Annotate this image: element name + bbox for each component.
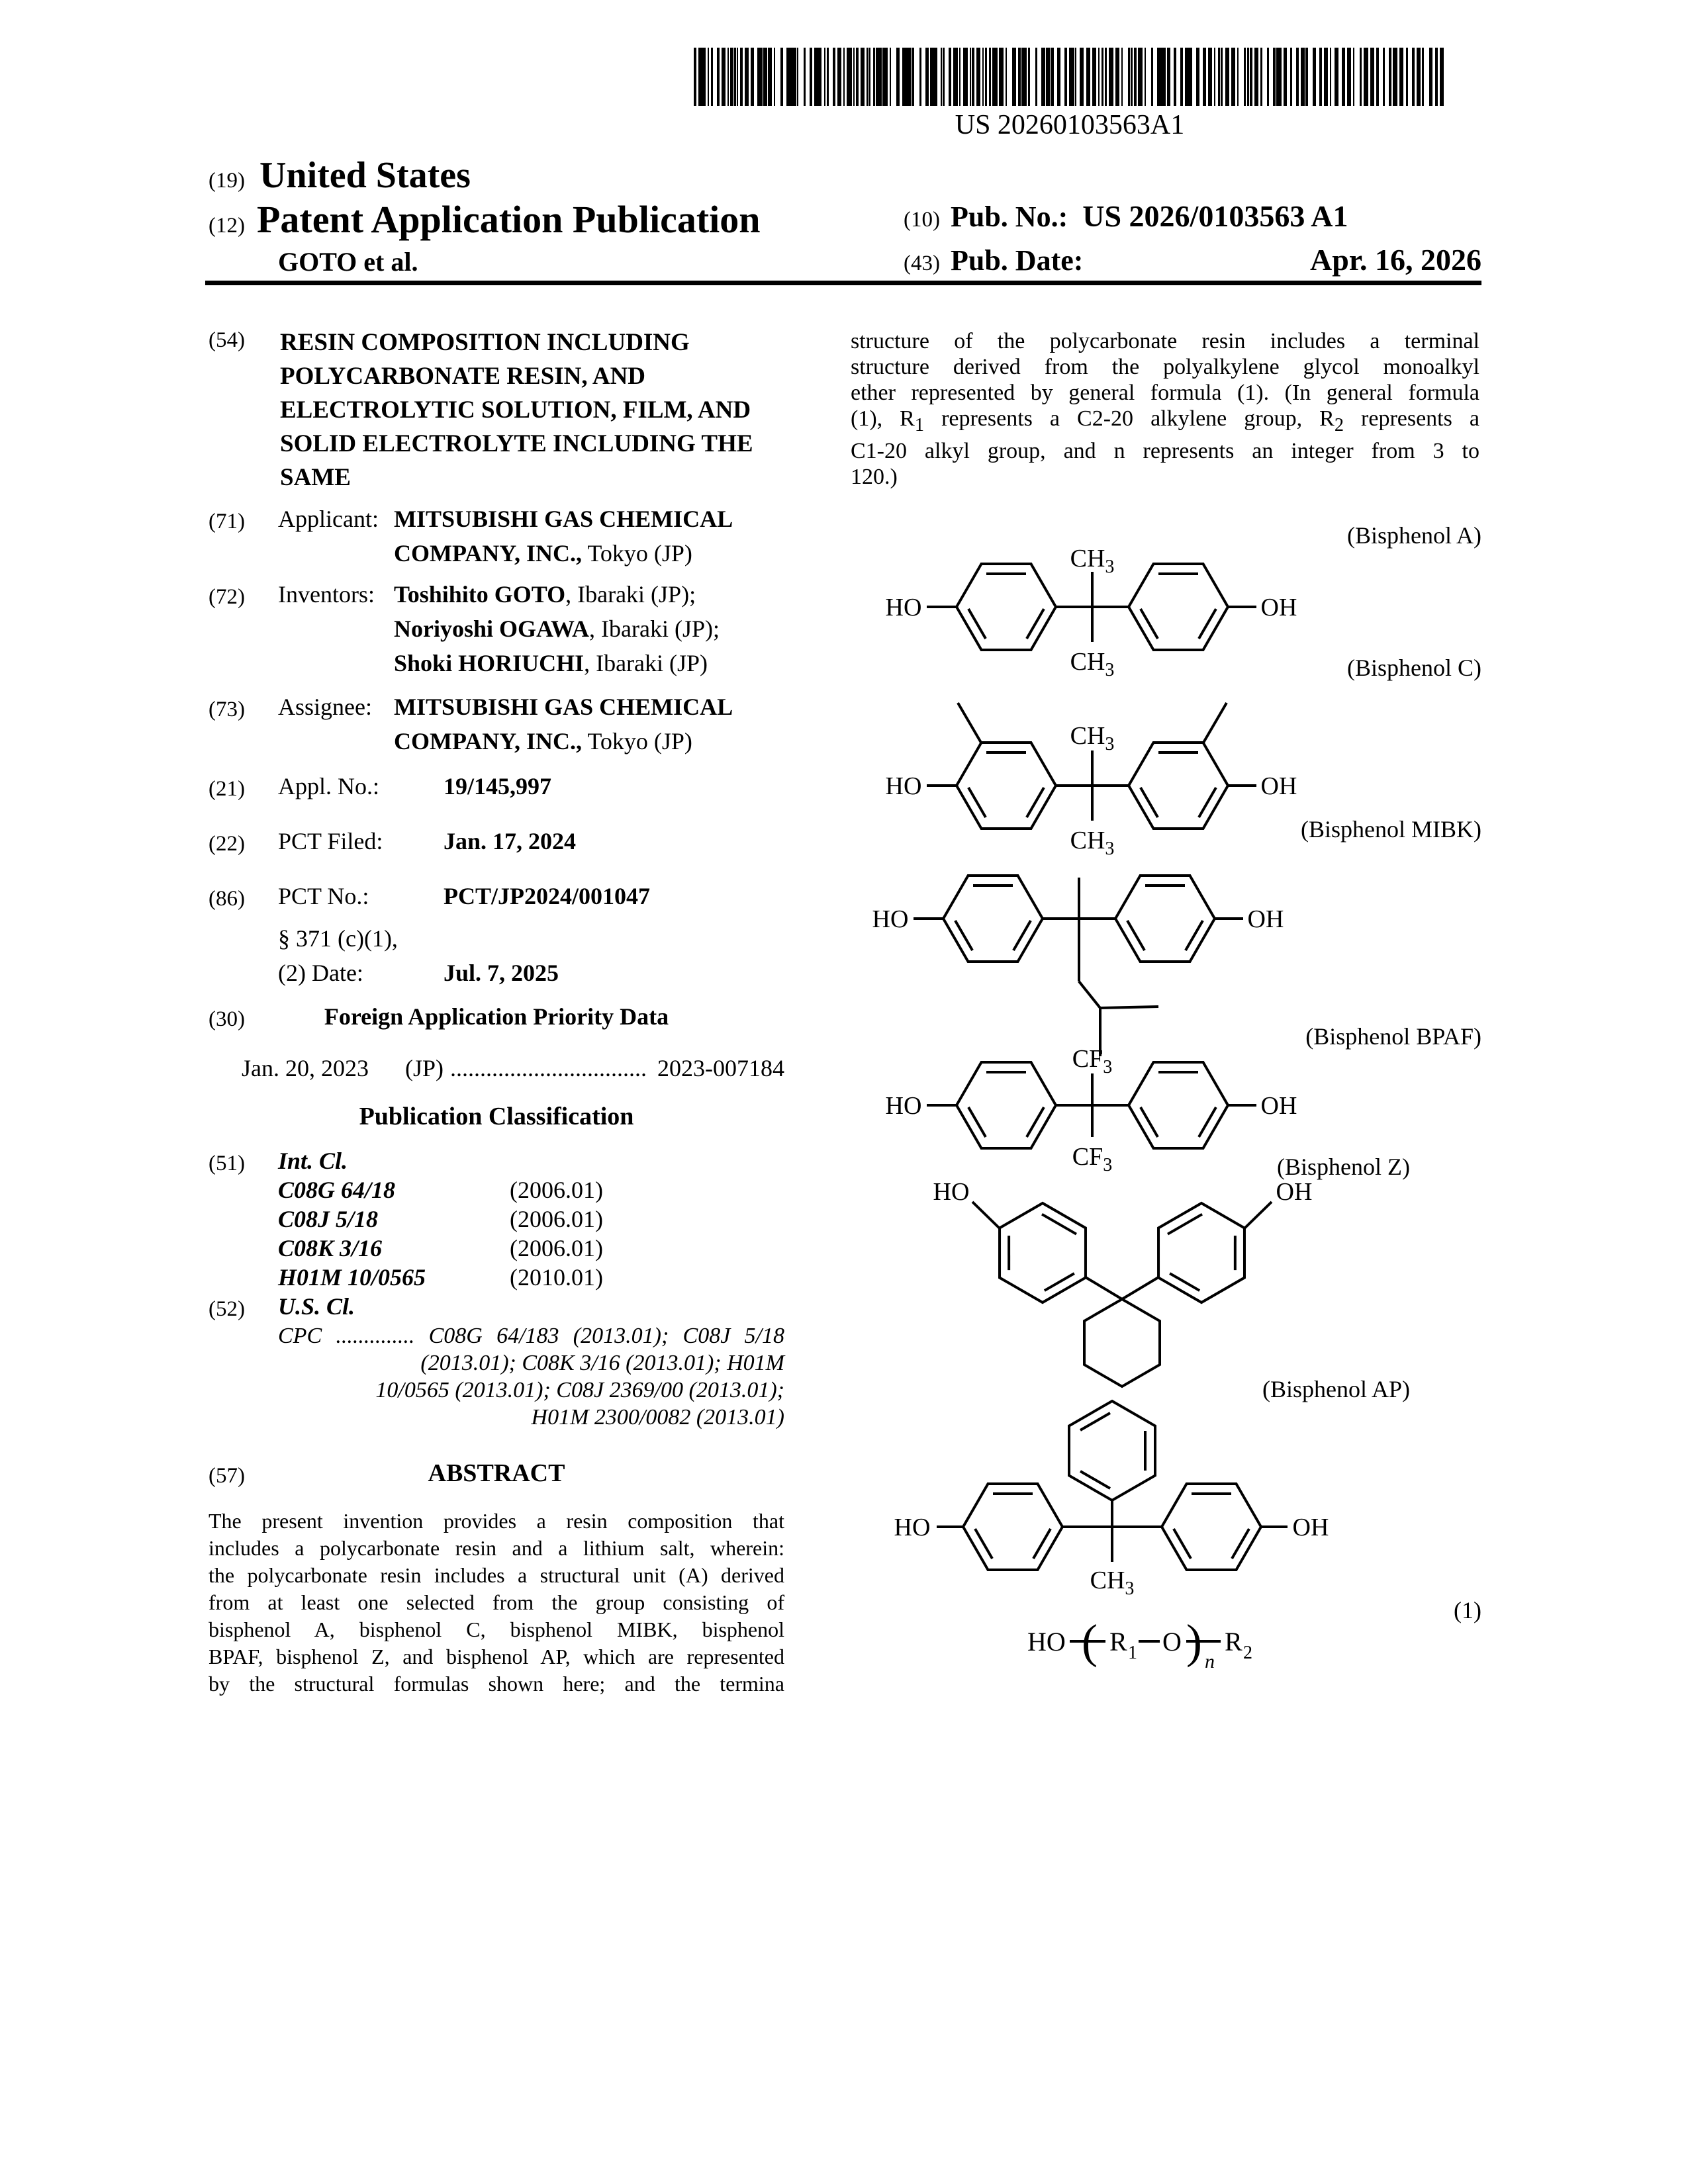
pub-date-label: Pub. Date: xyxy=(950,244,1084,277)
uscl-label: U.S. Cl. xyxy=(278,1293,355,1320)
applicant-label: Applicant: xyxy=(278,506,379,532)
pub-class-heading: Publication Classification xyxy=(359,1103,634,1130)
inventors-label: Inventors: xyxy=(278,581,375,608)
formula-o: O xyxy=(1162,1627,1182,1657)
priority-data-row xyxy=(209,1051,784,1085)
invention-title xyxy=(280,326,784,494)
formula-n-sub: n xyxy=(1205,1651,1215,1672)
pub-no-label: Pub. No.: xyxy=(950,201,1068,233)
para-line: C1-20 alkyl group, and n represents an integer from 3 to xyxy=(851,438,1479,463)
abstract-text xyxy=(209,1508,784,1698)
abstract-line: includes a polycarbonate resin and a lithium salt, wherein: xyxy=(209,1536,784,1560)
formula-close-paren: ) xyxy=(1186,1615,1202,1668)
inventor-line: Noriyoshi OGAWA, Ibaraki (JP); xyxy=(394,615,720,642)
formula-r2: R xyxy=(1225,1627,1243,1657)
code-12: (12) xyxy=(209,214,245,238)
formula-open-paren: ( xyxy=(1082,1615,1098,1668)
methyl-label: $CH_3$ xyxy=(1070,648,1115,680)
assignee-label: Assignee: xyxy=(278,694,372,720)
cpc-line: (2013.01); C08K 3/16 (2013.01); H01M xyxy=(420,1351,784,1375)
hydroxyl-label: HO xyxy=(872,905,909,933)
label-bisphenol-ap: (Bisphenol AP) xyxy=(1262,1376,1410,1402)
structure-bisphenol-ap xyxy=(880,1385,1344,1603)
hydroxyl-label: OH xyxy=(1276,1178,1313,1206)
label-bisphenol-mibk: (Bisphenol MIBK) xyxy=(1301,816,1481,842)
header-divider xyxy=(205,281,1481,285)
trifluoromethyl-label: $CF_3$ xyxy=(1072,1143,1113,1175)
applicant-line1: MITSUBISHI GAS CHEMICAL xyxy=(394,506,733,532)
applicant-value xyxy=(394,502,784,570)
para-line-r1r2: (1), $R_1$ represents a C2-20 alkylene group, $R_2$ represents a xyxy=(851,406,1479,435)
methyl-label: $CH_3$ xyxy=(1070,827,1115,859)
formula-r1-sub: 1 xyxy=(1128,1643,1137,1663)
applicant-section xyxy=(209,502,784,570)
abstract-line: BPAF, bisphenol Z, and bisphenol AP, which are represented xyxy=(209,1645,784,1668)
pub-date-value: Apr. 16, 2026 xyxy=(1310,243,1481,277)
pct-no-label: PCT No.: xyxy=(278,883,369,909)
hydroxyl-label: OH xyxy=(1292,1514,1329,1541)
hydroxyl-label: HO xyxy=(885,1092,922,1120)
appl-no-label: Appl. No.: xyxy=(278,773,379,799)
hydroxyl-label: HO xyxy=(894,1514,931,1541)
label-formula-1: (1) xyxy=(1454,1597,1481,1623)
structure-bisphenol-c xyxy=(880,670,1304,868)
priority-date: Jan. 20, 2023 xyxy=(242,1055,369,1081)
title-line: ELECTROLYTIC SOLUTION, FILM, AND xyxy=(280,396,751,424)
structure-bisphenol-a xyxy=(880,537,1304,680)
patent-front-page: US 20260103563A1 (19) United States (12) Patent Application Publication GOTO et al. (10) Pub. No.: US 2026/0103563 A1 (43) Pub. Date: Apr. 16, 2026 (54) RESIN COMPOSITION INCLUDING POLYCARBONATE RESIN, AND ELECTROLYTIC SOLUTION, FILM, AND SOLID ELECTROLYTE INCLUDING THE SAME (71) Applicant: MITSUBISHI GAS CHEMICAL COMPANY, INC., Tokyo (JP) (72) Inventors: Toshihito GOTO, Ibaraki (JP); Noriyoshi OGAWA, Ibaraki (JP); Shoki HORIUCHI, Ibaraki (JP) (73) Assignee: MITSUBISHI GAS CHEMICAL COMPANY, INC., Tokyo (JP) (21) Appl. No.: 19/145,997 (22) PCT Filed: Jan. 17, 2024 (86) PCT No.: PCT/JP2024/001047 § 371 (c)(1), (2) Date: Jul. 7, 2025 (30) Foreign Application Priority Data Jan. 20, 2023 (JP) ................................. 2023-007184 Publication Classification (51) Int. Cl. C08G 64/18 (2006.01) C08J 5/18 (2006.01) C08K 3/16 (2006.01) H01M 10/0565 (2010.01) (52) U.S. Cl. CPC .............. C08G 64/183 (2013.01); C08J 5/18 (2013.01); C08K 3/16 (2013.01); H01M 10/0565 (2013.01); C08J 2369/00 (2013.01); H01M 2300/0082 (2013.01) (57) ABSTRACT The present invention provides a resin composition that includes a polycarbonate resin and a lithium salt, wherein: the polycarbonate resin includes a structural unit (A) derived from at least one selected from the group consisting of bisphenol A, bisphenol C, bisphenol MIBK, bisphenol BPAF, bisphenol Z, and bisphenol AP, which are represented by the structural formulas shown here; and the termina structure of the polycarbonate resin includes a terminal structure derived from the polyalkylene glycol monoalkyl ether represented by general formula (1). (In general formula (1), $R_1$ represents a C2-20 alkylene group, $R_2$ represents a C1-20 alkyl group, and n represents an integer from 3 to 120.) (Bisphenol A) (Bisphenol C) (Bisphenol MIBK) (Bisphenol BPAF) (Bisphenol Z) (Bisphenol AP) (1) HO $CH_3$ $CH_3$ OH HO $CH_3$ $CH_3$ OH HO OH HO $CF_3$ $CF_3$ OH HO OH HO OH $CH_3$ HO ( R 1 O ) n R 2 xyxy=(0,0,1688,2184)
structure-bisphenol-mibk xyxy=(867,846,1304,1064)
priority-section xyxy=(209,999,784,1034)
para-line: ether represented by general formula (1). (In general formula xyxy=(851,381,1479,405)
pub-no-value: US 2026/0103563 A1 xyxy=(1082,199,1348,233)
hydroxyl-label: HO xyxy=(933,1178,970,1206)
hydroxyl-label: HO xyxy=(885,772,922,800)
abstract-line: by the structural formulas shown here; and the termina xyxy=(209,1672,784,1696)
barcode-text: US 20260103563A1 xyxy=(955,110,1185,140)
doc-type: Patent Application Publication xyxy=(256,198,761,241)
abstract-line: from at least one selected from the group consisting of xyxy=(209,1590,784,1614)
formula-r1: R xyxy=(1109,1627,1127,1657)
header-doctype-row xyxy=(209,197,761,242)
right-paragraph xyxy=(851,328,1479,490)
code-52: (52) xyxy=(209,1297,245,1321)
title-line: SAME xyxy=(280,464,351,491)
abstract-line: the polycarbonate resin includes a structural unit (A) derived xyxy=(209,1563,784,1587)
trifluoromethyl-label: $CF_3$ xyxy=(1072,1045,1113,1077)
intcl-label: Int. Cl. xyxy=(278,1148,348,1174)
code-54: (54) xyxy=(209,328,245,352)
sec371-date-value: Jul. 7, 2025 xyxy=(444,960,559,986)
label-bisphenol-a: (Bisphenol A) xyxy=(1347,522,1481,549)
cpc-line: H01M 2300/0082 (2013.01) xyxy=(531,1405,784,1430)
code-30: (30) xyxy=(209,1007,245,1031)
cpc-line: 10/0565 (2013.01); C08J 2369/00 (2013.01); xyxy=(375,1378,784,1402)
hydroxyl-label: HO xyxy=(885,594,922,621)
applicant-line2: COMPANY, INC., Tokyo (JP) xyxy=(394,540,692,567)
assignee-line1: MITSUBISHI GAS CHEMICAL xyxy=(394,694,733,720)
hydroxyl-label: OH xyxy=(1247,905,1284,933)
label-bisphenol-bpaf: (Bisphenol BPAF) xyxy=(1305,1023,1481,1050)
para-line: structure of the polycarbonate resin includes a terminal xyxy=(851,329,1479,353)
structure-bisphenol-bpaf xyxy=(880,1032,1304,1181)
code-21: (21) xyxy=(209,777,245,801)
hydroxyl-label: OH xyxy=(1260,594,1297,621)
header-country-row xyxy=(209,154,471,197)
sec371-line1: § 371 (c)(1), xyxy=(278,925,398,952)
label-bisphenol-z: (Bisphenol Z) xyxy=(1277,1154,1410,1180)
hydroxyl-label: OH xyxy=(1260,1092,1297,1120)
title-section xyxy=(209,326,784,494)
code-72: (72) xyxy=(209,585,245,609)
inventors-list xyxy=(394,577,784,680)
hydroxyl-label: OH xyxy=(1260,772,1297,800)
code-10: (10) xyxy=(904,208,940,232)
abstract-section-head xyxy=(209,1456,784,1490)
pub-date-row xyxy=(904,242,1481,277)
code-71: (71) xyxy=(209,510,245,533)
priority-leader: ................................. xyxy=(450,1055,647,1081)
abstract-heading: ABSTRACT xyxy=(428,1459,565,1487)
structure-bisphenol-z xyxy=(923,1170,1347,1395)
methyl-label: $CH_3$ xyxy=(1090,1567,1135,1599)
barcode-image xyxy=(694,48,1446,106)
assignee-value xyxy=(394,690,784,758)
methyl-label: $CH_3$ xyxy=(1070,722,1115,754)
authors: GOTO et al. xyxy=(278,247,418,277)
country-name: United States xyxy=(259,155,471,196)
title-line: POLYCARBONATE RESIN, AND xyxy=(280,363,646,390)
cyclohexane-ring xyxy=(1084,1299,1160,1387)
code-43: (43) xyxy=(904,251,940,275)
pct-filed-label: PCT Filed: xyxy=(278,828,383,854)
code-51: (51) xyxy=(209,1152,245,1175)
code-19: (19) xyxy=(209,169,245,193)
methyl-label: $CH_3$ xyxy=(1070,545,1115,577)
code-86: (86) xyxy=(209,887,245,911)
formula-1 xyxy=(1027,1615,1345,1681)
label-bisphenol-c: (Bisphenol C) xyxy=(1347,655,1481,681)
title-line: RESIN COMPOSITION INCLUDING xyxy=(280,329,690,356)
formula-ho: HO xyxy=(1027,1627,1066,1657)
code-73: (73) xyxy=(209,698,245,721)
title-line: SOLID ELECTROLYTE INCLUDING THE xyxy=(280,430,753,457)
assignee-section xyxy=(209,690,784,758)
priority-number: 2023-007184 xyxy=(657,1055,784,1081)
pub-no-row xyxy=(904,199,1481,234)
formula-r2-sub: 2 xyxy=(1243,1643,1252,1663)
abstract-line: bisphenol A, bisphenol C, bisphenol MIBK, bisphenol xyxy=(209,1617,784,1641)
priority-heading: Foreign Application Priority Data xyxy=(324,1003,669,1030)
code-57: (57) xyxy=(209,1464,245,1488)
appl-no-value: 19/145,997 xyxy=(444,773,552,799)
pct-filed-value: Jan. 17, 2024 xyxy=(444,828,577,854)
cpc-line: CPC .............. C08G 64/183 (2013.01); C08J 5/18 xyxy=(278,1324,784,1348)
abstract-line: The present invention provides a resin composition that xyxy=(209,1509,784,1533)
inventor-line: Shoki HORIUCHI, Ibaraki (JP) xyxy=(394,650,708,676)
assignee-line2: COMPANY, INC., Tokyo (JP) xyxy=(394,728,692,754)
sec371-block xyxy=(209,921,784,986)
code-22: (22) xyxy=(209,832,245,856)
para-line: structure derived from the polyalkylene glycol monoalkyl xyxy=(851,355,1479,379)
priority-country: (JP) xyxy=(405,1055,444,1081)
sec371-date-label: (2) Date: xyxy=(278,960,363,986)
pct-no-value: PCT/JP2024/001047 xyxy=(444,883,650,909)
inventor-line: Toshihito GOTO, Ibaraki (JP); xyxy=(394,581,696,608)
inventors-section xyxy=(209,577,784,680)
cpc-block xyxy=(209,1322,784,1431)
para-line: 120.) xyxy=(851,464,898,489)
